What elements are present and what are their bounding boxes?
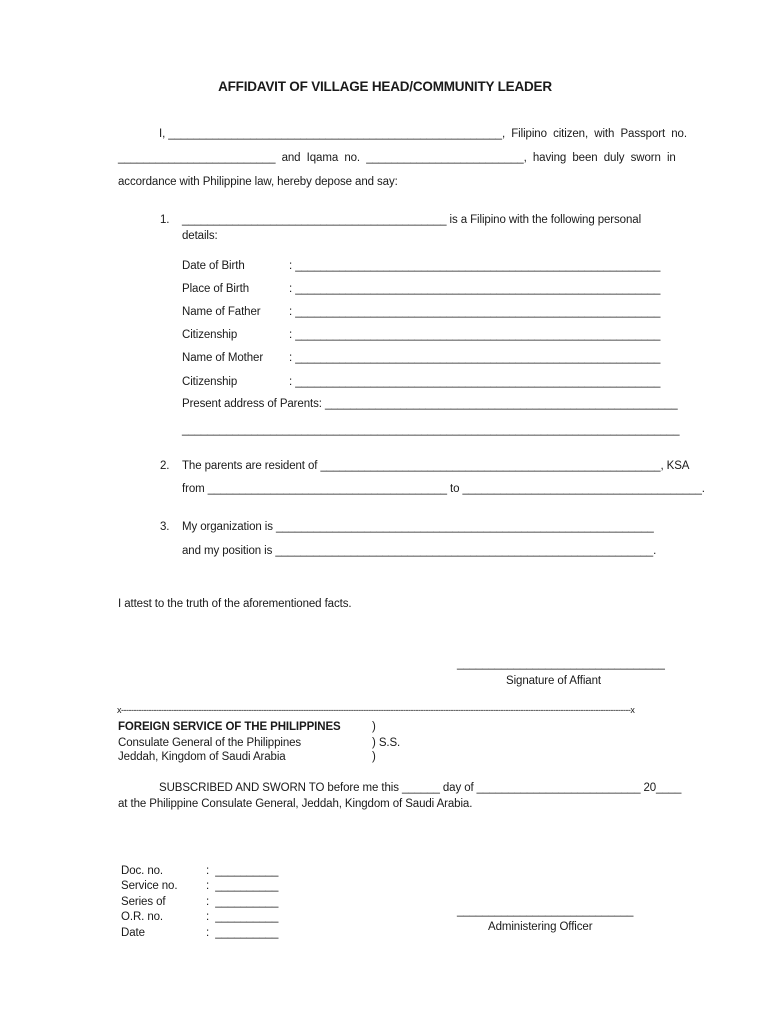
consulate-line-3: Jeddah, Kingdom of Saudi Arabia	[118, 751, 286, 763]
doc-value-doc-no: : __________	[206, 865, 279, 877]
doc-value-series-of: : __________	[206, 896, 279, 908]
field-label-name-of-father: Name of Father	[182, 306, 261, 318]
venue-ss: ) S.S.	[372, 737, 401, 749]
item-1-line-1: __________________________________________ is a Filipino with the following personal	[182, 214, 642, 226]
item-3-line-2: and my position is ____________________________________________________________.	[182, 545, 657, 557]
venue-paren-3: )	[372, 751, 376, 763]
officer-signature-line: ____________________________	[457, 905, 634, 917]
field-label-date-of-birth: Date of Birth	[182, 260, 245, 272]
doc-label-doc-no: Doc. no.	[121, 865, 164, 877]
item-2-line-2: from ______________________________________ to ______________________________________.	[182, 483, 705, 495]
doc-value-or-no: : __________	[206, 911, 279, 923]
doc-value-date: : __________	[206, 927, 279, 939]
venue-paren-1: )	[372, 721, 376, 733]
doc-label-or-no: O.R. no.	[121, 911, 164, 923]
item-1-line-2: details:	[182, 230, 218, 242]
field-value-place-of-birth: : __________________________________________________________	[289, 283, 661, 295]
field-label-name-of-mother: Name of Mother	[182, 352, 264, 364]
doc-label-series-of: Series of	[121, 896, 166, 908]
field-present-address-continued: _______________________________________________________________________________	[182, 424, 680, 436]
intro-line-1: I, _____________________________________________________, Filipino citizen, with Passport no.	[159, 128, 687, 140]
field-label-place-of-birth: Place of Birth	[182, 283, 249, 295]
sworn-line-1: SUBSCRIBED AND SWORN TO before me this ______ day of __________________________ 20____	[159, 782, 682, 794]
sworn-line-2: at the Philippine Consulate General, Jeddah, Kingdom of Saudi Arabia.	[118, 798, 473, 810]
field-label-citizenship-mother: Citizenship	[182, 376, 238, 388]
affiant-signature-label: Signature of Affiant	[506, 675, 601, 687]
item-2-number: 2.	[160, 460, 170, 472]
field-value-citizenship-mother: : __________________________________________________________	[289, 376, 661, 388]
field-value-citizenship-father: : __________________________________________________________	[289, 329, 661, 341]
consulate-name: FOREIGN SERVICE OF THE PHILIPPINES	[118, 721, 341, 733]
affiant-signature-line: _________________________________	[457, 658, 665, 670]
item-3-line-1: My organization is ____________________________________________________________	[182, 521, 654, 533]
page-title: AFFIDAVIT OF VILLAGE HEAD/COMMUNITY LEADER	[218, 79, 552, 94]
item-3-number: 3.	[160, 521, 170, 533]
attest-statement: I attest to the truth of the aforementioned facts.	[118, 598, 352, 610]
officer-signature-label: Administering Officer	[488, 921, 593, 933]
field-present-address: Present address of Parents: ________________________________________________________	[182, 398, 678, 410]
doc-label-date: Date	[121, 927, 145, 939]
separator-line: x------------------------------------------------------------------------------------------------------------------------------------------------------------------------------------------------------------x	[117, 705, 635, 715]
doc-label-service-no: Service no.	[121, 880, 178, 892]
field-value-name-of-mother: : __________________________________________________________	[289, 352, 661, 364]
intro-line-2: _________________________ and Iqama no. _________________________, having been duly sworn in	[118, 152, 676, 164]
doc-value-service-no: : __________	[206, 880, 279, 892]
item-2-line-1: The parents are resident of ______________________________________________________, KSA	[182, 460, 690, 472]
field-label-citizenship-father: Citizenship	[182, 329, 238, 341]
field-value-name-of-father: : __________________________________________________________	[289, 306, 661, 318]
field-value-date-of-birth: : __________________________________________________________	[289, 260, 661, 272]
intro-line-3: accordance with Philippine law, hereby depose and say:	[118, 176, 398, 188]
consulate-line-2: Consulate General of the Philippines	[118, 737, 302, 749]
item-1-number: 1.	[160, 214, 170, 226]
